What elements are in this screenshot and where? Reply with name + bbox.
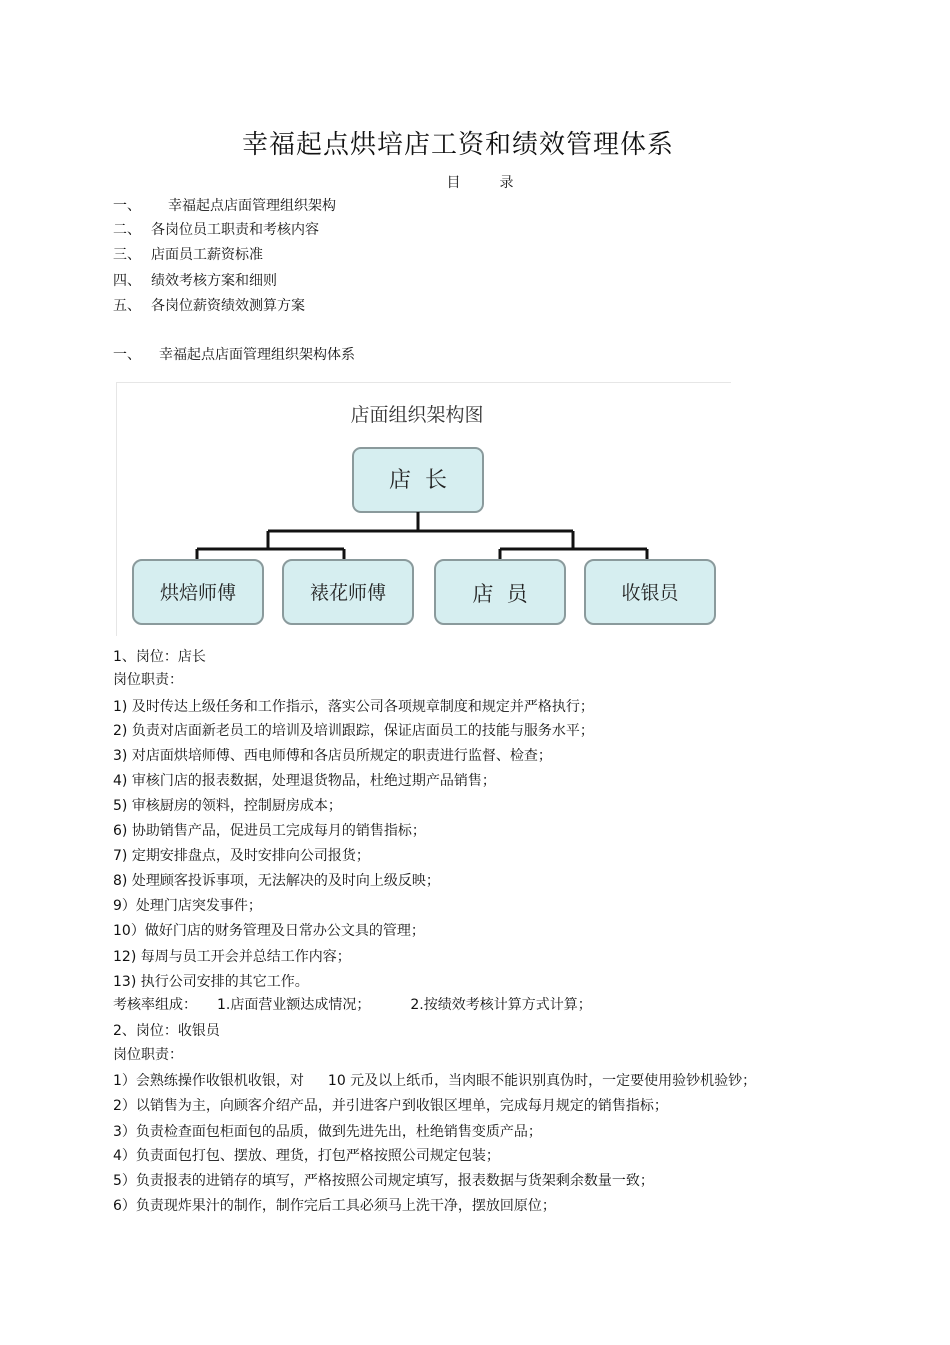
toc-item-number: 一、 bbox=[113, 198, 141, 214]
org-child-label: 收银员 bbox=[621, 582, 679, 604]
manager-duty: 3) 对店面烘培师傅、西电师傅和各店员所规定的职责进行监督、检查； bbox=[113, 748, 552, 764]
manager-duty: 5) 审核厨房的领料，控制厨房成本； bbox=[113, 798, 342, 814]
toc-item bbox=[113, 195, 336, 215]
toc-item bbox=[113, 244, 263, 264]
toc-item-text: 各岗位员工职责和考核内容 bbox=[151, 222, 319, 238]
cashier-duty bbox=[113, 1070, 756, 1090]
manager-duty-label: 岗位职责： bbox=[113, 672, 183, 688]
org-chart-svg bbox=[117, 383, 731, 636]
cashier-duty: 6）负责现炸果汁的制作，制作完后工具必须马上洗干净，摆放回原位； bbox=[113, 1198, 556, 1214]
assessment-item: 1.店面营业额达成情况； bbox=[217, 997, 371, 1013]
org-child-label: 裱花师傅 bbox=[309, 582, 387, 604]
manager-duty: 9）处理门店突发事件； bbox=[113, 898, 262, 914]
org-root-label: 店 长 bbox=[389, 468, 447, 493]
org-chart-title: 店面组织架构图 bbox=[350, 404, 484, 426]
toc-item bbox=[113, 219, 319, 239]
toc-item-text: 幸福起点店面管理组织架构 bbox=[168, 198, 336, 214]
toc-item bbox=[113, 295, 305, 315]
toc-item-text: 绩效考核方案和细则 bbox=[151, 273, 277, 289]
section-title: 幸福起点店面管理组织架构体系 bbox=[159, 347, 355, 363]
section-number: 一、 bbox=[113, 347, 141, 363]
toc-item bbox=[113, 270, 277, 290]
document-title: 幸福起点烘培店工资和绩效管理体系 bbox=[241, 130, 674, 160]
toc-item-number: 二、 bbox=[113, 222, 141, 238]
assessment-item: 2.按绩效考核计算方式计算； bbox=[410, 997, 592, 1013]
manager-assessment bbox=[113, 994, 592, 1014]
manager-duty: 10）做好门店的财务管理及日常办公文具的管理； bbox=[113, 923, 425, 939]
manager-duty: 2) 负责对店面新老员工的培训及培训跟踪，保证店面员工的技能与服务水平； bbox=[113, 723, 594, 739]
org-connectors bbox=[197, 512, 647, 560]
toc-item-text: 各岗位薪资绩效测算方案 bbox=[151, 298, 305, 314]
cashier-duty-part: 1）会熟练操作收银机收银，对 bbox=[113, 1073, 304, 1089]
toc-item-number: 三、 bbox=[113, 247, 141, 263]
cashier-heading: 2、岗位：收银员 bbox=[113, 1023, 220, 1039]
section-heading bbox=[113, 344, 355, 364]
toc-item-number: 四、 bbox=[113, 273, 141, 289]
cashier-duty-part: 10 元及以上纸币，当肉眼不能识别真伪时，一定要使用验钞机验钞； bbox=[327, 1073, 757, 1089]
manager-duty: 12) 每周与员工开会并总结工作内容； bbox=[113, 949, 351, 965]
toc-item-number: 五、 bbox=[113, 298, 141, 314]
toc-heading-char-2: 录 bbox=[499, 175, 514, 191]
cashier-duty: 4）负责面包打包、摆放、理货，打包严格按照公司规定包装； bbox=[113, 1148, 500, 1164]
toc-heading-char-1: 目 bbox=[446, 175, 461, 191]
cashier-duty: 5）负责报表的进销存的填写，严格按照公司规定填写，报表数据与货架剩余数量一致； bbox=[113, 1173, 654, 1189]
org-child-label: 店 员 bbox=[472, 582, 528, 606]
manager-duty: 7) 定期安排盘点，及时安排向公司报货； bbox=[113, 848, 370, 864]
manager-duty: 6) 协助销售产品，促进员工完成每月的销售指标； bbox=[113, 823, 426, 839]
manager-duty: 13) 执行公司安排的其它工作。 bbox=[113, 974, 309, 990]
manager-duty: 1) 及时传达上级任务和工作指示，落实公司各项规章制度和规定并严格执行； bbox=[113, 699, 594, 715]
manager-duty: 4) 审核门店的报表数据，处理退货物品，杜绝过期产品销售； bbox=[113, 773, 496, 789]
cashier-duty: 2）以销售为主，向顾客介绍产品，并引进客户到收银区埋单，完成每月规定的销售指标； bbox=[113, 1098, 668, 1114]
toc-item-text: 店面员工薪资标准 bbox=[151, 247, 263, 263]
cashier-duty-label: 岗位职责： bbox=[113, 1047, 183, 1063]
cashier-duty: 3）负责检查面包柜面包的品质，做到先进先出，杜绝销售变质产品； bbox=[113, 1124, 542, 1140]
manager-heading: 1、岗位：店长 bbox=[113, 649, 206, 665]
org-chart bbox=[116, 382, 731, 636]
assessment-label: 考核率组成： bbox=[113, 997, 197, 1013]
manager-duty: 8) 处理顾客投诉事项，无法解决的及时向上级反映； bbox=[113, 873, 440, 889]
org-child-label: 烘焙师傅 bbox=[159, 582, 237, 604]
toc-heading bbox=[0, 172, 950, 192]
